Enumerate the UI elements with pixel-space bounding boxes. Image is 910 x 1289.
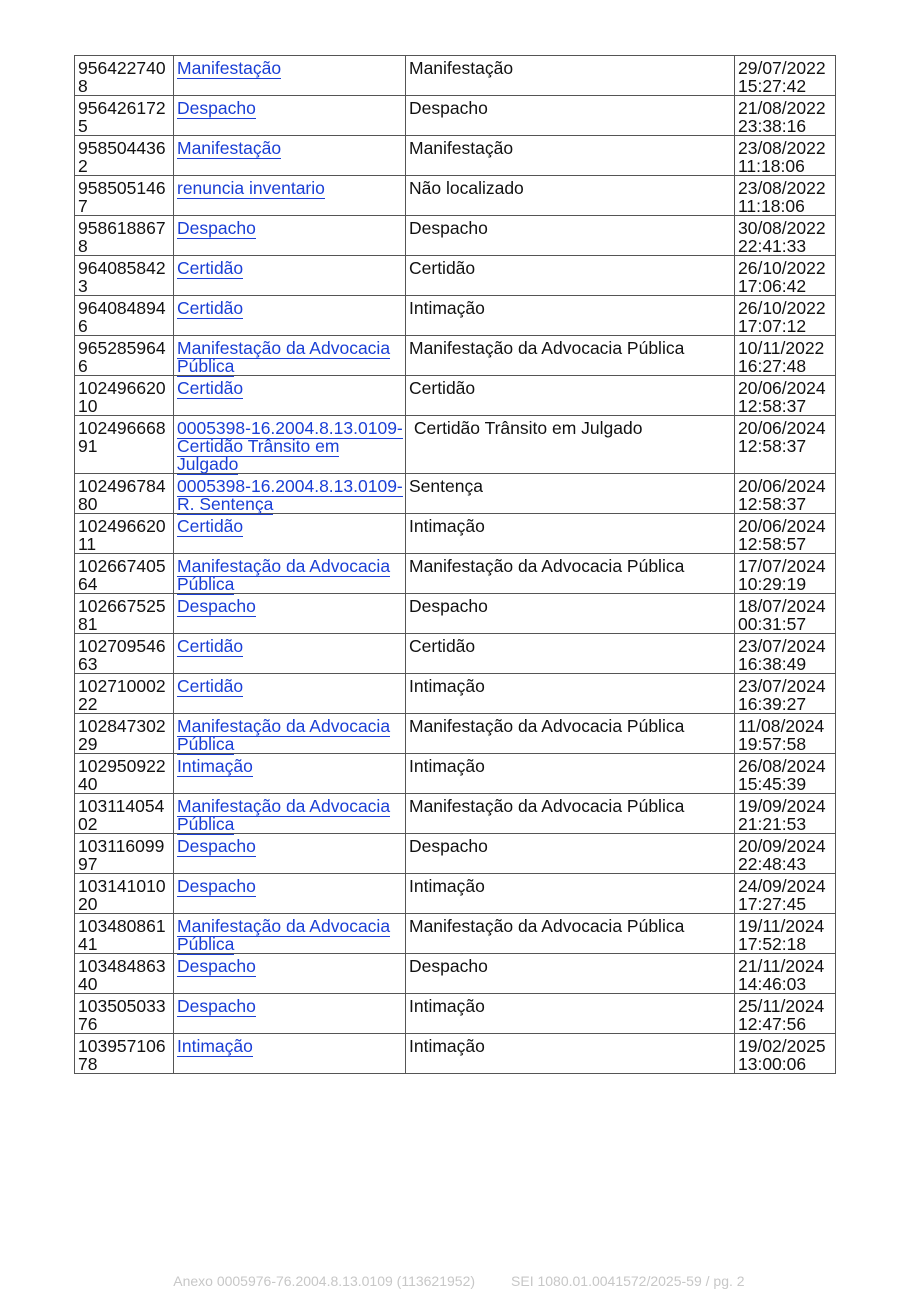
document-type-cell: Despacho xyxy=(406,954,735,994)
table-row xyxy=(75,874,836,914)
table-row xyxy=(75,554,836,594)
document-link[interactable]: Intimação xyxy=(177,756,253,776)
document-id-cell: 958505146 7 xyxy=(75,176,174,216)
document-link-cell xyxy=(174,216,406,256)
document-link[interactable]: Manifestação xyxy=(177,138,282,158)
document-id-cell: 103484863 40 xyxy=(75,954,174,994)
document-type-cell: Certidão xyxy=(406,634,735,674)
document-link[interactable]: Despacho xyxy=(177,836,256,856)
footer-annex: Anexo 0005976-76.2004.8.13.0109 (113621952) xyxy=(173,1273,476,1289)
table-row xyxy=(75,96,836,136)
document-id-cell: 103141010 20 xyxy=(75,874,174,914)
document-type-cell: Despacho xyxy=(406,594,735,634)
document-type-cell: Intimação xyxy=(406,1034,735,1074)
document-type-cell: Sentença xyxy=(406,474,735,514)
table-row xyxy=(75,794,836,834)
document-datetime-cell: 24/09/2024 17:27:45 xyxy=(735,874,836,914)
document-link[interactable]: 0005398-16.2004.8.13.0109-Certidão Trânsito em Julgado xyxy=(177,418,403,474)
table-row xyxy=(75,914,836,954)
document-id-cell: 102847302 29 xyxy=(75,714,174,754)
document-link-cell xyxy=(174,1034,406,1074)
document-id-cell: 964084894 6 xyxy=(75,296,174,336)
document-link[interactable]: Certidão xyxy=(177,636,244,656)
table-row xyxy=(75,954,836,994)
document-datetime-cell: 20/06/2024 12:58:37 xyxy=(735,376,836,416)
document-type-cell: Manifestação da Advocacia Pública xyxy=(406,554,735,594)
document-id-cell: 965285964 6 xyxy=(75,336,174,376)
document-link[interactable]: Intimação xyxy=(177,1036,253,1056)
document-datetime-cell: 30/08/2022 22:41:33 xyxy=(735,216,836,256)
table-row xyxy=(75,674,836,714)
document-datetime-cell: 20/06/2024 12:58:37 xyxy=(735,474,836,514)
document-type-cell: Manifestação da Advocacia Pública xyxy=(406,336,735,376)
document-datetime-cell: 20/06/2024 12:58:37 xyxy=(735,416,836,474)
document-link[interactable]: Certidão xyxy=(177,676,244,696)
table-row xyxy=(75,336,836,376)
document-link-cell xyxy=(174,96,406,136)
document-link[interactable]: Manifestação xyxy=(177,58,282,78)
document-link-cell xyxy=(174,834,406,874)
document-id-cell: 103505033 76 xyxy=(75,994,174,1034)
document-link[interactable]: Manifestação da Advocacia Pública xyxy=(177,338,391,376)
document-id-cell: 102496784 80 xyxy=(75,474,174,514)
document-datetime-cell: 23/08/2022 11:18:06 xyxy=(735,176,836,216)
document-type-cell: Manifestação xyxy=(406,136,735,176)
document-list-table xyxy=(74,55,836,1074)
table-row xyxy=(75,994,836,1034)
document-id-cell: 103116099 97 xyxy=(75,834,174,874)
document-type-cell: Certidão xyxy=(406,256,735,296)
document-datetime-cell: 23/08/2022 11:18:06 xyxy=(735,136,836,176)
document-link[interactable]: Despacho xyxy=(177,98,256,118)
document-id-cell: 102667405 64 xyxy=(75,554,174,594)
document-datetime-cell: 11/08/2024 19:57:58 xyxy=(735,714,836,754)
document-type-cell: Manifestação da Advocacia Pública xyxy=(406,914,735,954)
document-id-cell: 958618867 8 xyxy=(75,216,174,256)
document-datetime-cell: 25/11/2024 12:47:56 xyxy=(735,994,836,1034)
document-datetime-cell: 26/10/2022 17:07:12 xyxy=(735,296,836,336)
document-link[interactable]: Despacho xyxy=(177,956,256,976)
document-link-cell xyxy=(174,474,406,514)
document-datetime-cell: 19/02/2025 13:00:06 xyxy=(735,1034,836,1074)
document-type-cell: Despacho xyxy=(406,96,735,136)
document-link[interactable]: Certidão xyxy=(177,298,244,318)
document-link[interactable]: Despacho xyxy=(177,996,256,1016)
table-row xyxy=(75,474,836,514)
document-link-cell xyxy=(174,56,406,96)
document-id-cell: 102496620 11 xyxy=(75,514,174,554)
footer-sei: SEI 1080.01.0041572/2025-59 / pg. 2 xyxy=(511,1273,745,1289)
document-link[interactable]: Certidão xyxy=(177,378,244,398)
document-type-cell: Certidão xyxy=(406,376,735,416)
document-datetime-cell: 23/07/2024 16:39:27 xyxy=(735,674,836,714)
document-link[interactable]: 0005398-16.2004.8.13.0109-R. Sentença xyxy=(177,476,403,514)
document-datetime-cell: 10/11/2022 16:27:48 xyxy=(735,336,836,376)
table-row xyxy=(75,754,836,794)
document-type-cell: Despacho xyxy=(406,216,735,256)
table-row xyxy=(75,376,836,416)
document-link-cell xyxy=(174,634,406,674)
document-id-cell: 958504436 2 xyxy=(75,136,174,176)
table-row xyxy=(75,514,836,554)
table-row xyxy=(75,56,836,96)
table-row xyxy=(75,1034,836,1074)
document-link-cell xyxy=(174,336,406,376)
document-type-cell: Intimação xyxy=(406,674,735,714)
document-datetime-cell: 20/09/2024 22:48:43 xyxy=(735,834,836,874)
document-link-cell xyxy=(174,914,406,954)
document-link-cell xyxy=(174,794,406,834)
document-type-cell: Intimação xyxy=(406,874,735,914)
document-datetime-cell: 18/07/2024 00:31:57 xyxy=(735,594,836,634)
document-id-cell: 103114054 02 xyxy=(75,794,174,834)
document-link-cell xyxy=(174,514,406,554)
document-id-cell: 102950922 40 xyxy=(75,754,174,794)
table-row xyxy=(75,634,836,674)
document-link[interactable]: renuncia inventario xyxy=(177,178,325,198)
document-link-cell xyxy=(174,554,406,594)
document-link-cell xyxy=(174,296,406,336)
document-link[interactable]: Manifestação da Advocacia Pública xyxy=(177,716,391,754)
document-datetime-cell: 21/11/2024 14:46:03 xyxy=(735,954,836,994)
document-link[interactable]: Manifestação da Advocacia Pública xyxy=(177,556,391,594)
page-footer xyxy=(0,1257,910,1289)
table-row xyxy=(75,594,836,634)
table-row xyxy=(75,834,836,874)
document-type-cell: Intimação xyxy=(406,514,735,554)
document-type-cell: Intimação xyxy=(406,754,735,794)
document-type-cell: Despacho xyxy=(406,834,735,874)
table-row xyxy=(75,416,836,474)
document-id-cell: 103480861 41 xyxy=(75,914,174,954)
document-link-cell xyxy=(174,754,406,794)
document-link-cell xyxy=(174,594,406,634)
document-link[interactable]: Despacho xyxy=(177,596,256,616)
document-id-cell: 102496668 91 xyxy=(75,416,174,474)
document-type-cell: Manifestação da Advocacia Pública xyxy=(406,714,735,754)
document-id-cell: 956422740 8 xyxy=(75,56,174,96)
document-link-cell xyxy=(174,176,406,216)
table-row xyxy=(75,136,836,176)
document-link-cell xyxy=(174,994,406,1034)
document-link[interactable]: Certidão xyxy=(177,258,244,278)
document-id-cell: 964085842 3 xyxy=(75,256,174,296)
document-link-cell xyxy=(174,416,406,474)
document-link[interactable]: Despacho xyxy=(177,876,256,896)
document-datetime-cell: 29/07/2022 15:27:42 xyxy=(735,56,836,96)
document-datetime-cell: 17/07/2024 10:29:19 xyxy=(735,554,836,594)
document-id-cell: 102496620 10 xyxy=(75,376,174,416)
document-id-cell: 102667525 81 xyxy=(75,594,174,634)
document-link-cell xyxy=(174,376,406,416)
table-row xyxy=(75,714,836,754)
document-type-cell: Certidão Trânsito em Julgado xyxy=(406,416,735,474)
document-link[interactable]: Manifestação da Advocacia Pública xyxy=(177,916,391,954)
document-id-cell: 103957106 78 xyxy=(75,1034,174,1074)
table-row xyxy=(75,256,836,296)
document-link-cell xyxy=(174,954,406,994)
document-link[interactable]: Despacho xyxy=(177,218,256,238)
document-datetime-cell: 26/08/2024 15:45:39 xyxy=(735,754,836,794)
document-type-cell: Intimação xyxy=(406,994,735,1034)
document-type-cell: Intimação xyxy=(406,296,735,336)
document-type-cell: Não localizado xyxy=(406,176,735,216)
document-datetime-cell: 23/07/2024 16:38:49 xyxy=(735,634,836,674)
document-datetime-cell: 26/10/2022 17:06:42 xyxy=(735,256,836,296)
document-link-cell xyxy=(174,714,406,754)
document-link[interactable]: Manifestação da Advocacia Pública xyxy=(177,796,391,834)
document-type-cell: Manifestação da Advocacia Pública xyxy=(406,794,735,834)
document-datetime-cell: 19/09/2024 21:21:53 xyxy=(735,794,836,834)
document-id-cell: 102709546 63 xyxy=(75,634,174,674)
document-link-cell xyxy=(174,136,406,176)
document-id-cell: 956426172 5 xyxy=(75,96,174,136)
table-row xyxy=(75,296,836,336)
document-datetime-cell: 20/06/2024 12:58:57 xyxy=(735,514,836,554)
document-datetime-cell: 21/08/2022 23:38:16 xyxy=(735,96,836,136)
document-type-cell: Manifestação xyxy=(406,56,735,96)
document-datetime-cell: 19/11/2024 17:52:18 xyxy=(735,914,836,954)
document-link-cell xyxy=(174,674,406,714)
document-link-cell xyxy=(174,256,406,296)
document-link[interactable]: Certidão xyxy=(177,516,244,536)
document-list-body xyxy=(75,56,836,1074)
document-link-cell xyxy=(174,874,406,914)
table-row xyxy=(75,216,836,256)
document-id-cell: 102710002 22 xyxy=(75,674,174,714)
table-row xyxy=(75,176,836,216)
